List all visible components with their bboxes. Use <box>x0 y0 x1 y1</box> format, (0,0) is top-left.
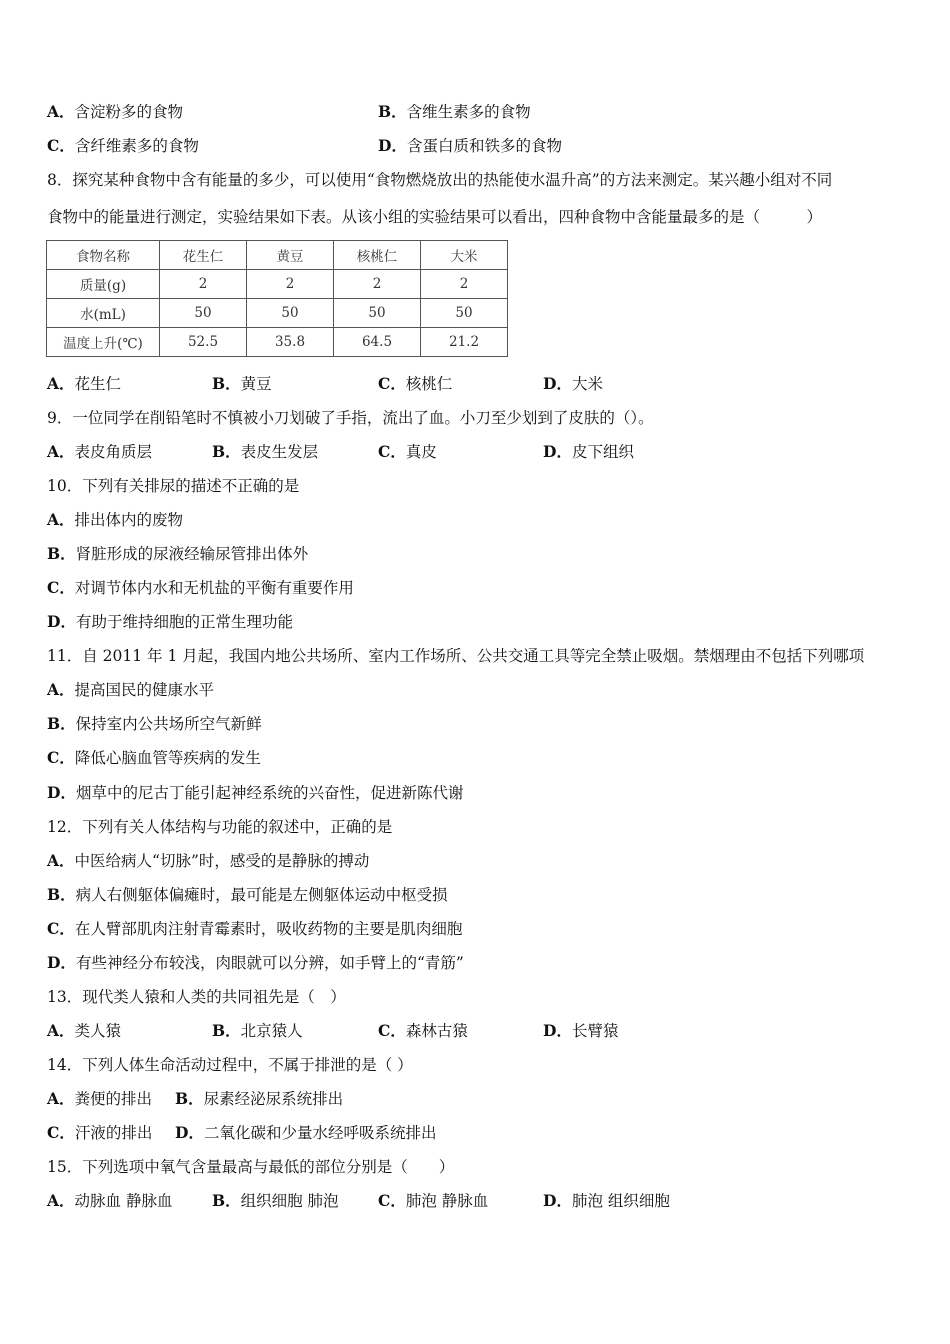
q10-option-d <box>47 612 293 632</box>
q14-option-b <box>175 1089 343 1109</box>
q14-options-row-2 <box>47 1123 927 1143</box>
option-text: 保持室内公共场所空气新鲜 <box>75 715 262 733</box>
option-text: 含纤维素多的食物 <box>74 137 199 155</box>
option-text: 汗液的排出 <box>74 1124 153 1142</box>
table-row <box>47 299 508 328</box>
option-text: 长臂猿 <box>571 1022 619 1040</box>
table-cell: 50 <box>334 299 421 328</box>
q11-option-c <box>47 748 261 768</box>
table-header-cell: 食物名称 <box>47 241 160 270</box>
table-cell: 50 <box>247 299 334 328</box>
table-cell: 水(mL) <box>47 299 160 328</box>
option-text: 二氧化碳和少量水经呼吸系统排出 <box>203 1124 437 1142</box>
option-text: 大米 <box>571 375 603 393</box>
q14-options-row-1 <box>47 1089 927 1109</box>
table-cell: 质量(g) <box>47 270 160 299</box>
option-text: 北京猿人 <box>240 1022 303 1040</box>
q11-stem: 11．自 2011 年 1 月起，我国内地公共场所、室内工作场所、公共交通工具等完全禁止吸烟。禁烟理由不包括下列哪项 <box>47 647 865 665</box>
option-letter: D． <box>175 1123 204 1142</box>
option-letter: A． <box>47 510 75 529</box>
q14-stem: 14．下列人体生命活动过程中，不属于排泄的是（ ） <box>47 1056 413 1074</box>
table-header-cell: 花生仁 <box>160 241 247 270</box>
q9-stem: 9．一位同学在削铅笔时不慎被小刀划破了手指，流出了血。小刀至少划到了皮肤的（）。 <box>47 409 654 427</box>
option-text: 组织细胞 肺泡 <box>240 1192 339 1210</box>
option-letter: B． <box>212 1021 241 1040</box>
q7-option-b <box>378 102 531 122</box>
option-letter: A． <box>47 851 75 870</box>
q8-data-table <box>46 240 508 357</box>
table-cell: 35.8 <box>247 328 334 357</box>
table-cell: 2 <box>160 270 247 299</box>
option-text: 提高国民的健康水平 <box>74 681 215 699</box>
q8-option-a <box>47 374 121 394</box>
option-text: 有些神经分布较浅，肉眼就可以分辨，如手臂上的“青筋” <box>75 954 464 972</box>
q12-option-d <box>47 953 464 973</box>
q14-option-a <box>47 1089 152 1109</box>
option-text: 皮下组织 <box>571 443 634 461</box>
q14-option-c <box>47 1123 152 1143</box>
option-letter: D． <box>543 1191 572 1210</box>
option-letter: B． <box>47 544 76 563</box>
q13-options <box>47 1021 927 1041</box>
q9-option-d <box>543 442 634 462</box>
table-header-cell: 大米 <box>421 241 508 270</box>
option-letter: B． <box>212 374 241 393</box>
option-letter: D． <box>47 783 76 802</box>
q13-stem: 13．现代类人猿和人类的共同祖先是（ ） <box>47 988 346 1006</box>
option-text: 肺泡 组织细胞 <box>571 1192 670 1210</box>
option-letter: C． <box>47 136 75 155</box>
q10-option-b <box>47 544 308 564</box>
option-text: 类人猿 <box>74 1022 122 1040</box>
q13-option-c <box>378 1021 468 1041</box>
q9-options <box>47 442 927 462</box>
option-letter: C． <box>47 748 75 767</box>
q8-option-b <box>212 374 272 394</box>
option-letter: D． <box>543 374 572 393</box>
table-cell: 21.2 <box>421 328 508 357</box>
table-row <box>47 328 508 357</box>
option-letter: A． <box>47 1191 75 1210</box>
table-cell: 64.5 <box>334 328 421 357</box>
option-text: 肺泡 静脉血 <box>405 1192 489 1210</box>
option-text: 含维生素多的食物 <box>406 103 531 121</box>
option-text: 病人右侧躯体偏瘫时，最可能是左侧躯体运动中枢受损 <box>75 886 448 904</box>
q7-options-row-2 <box>47 136 927 156</box>
q10-stem: 10．下列有关排尿的描述不正确的是 <box>47 477 300 495</box>
option-text: 有助于维持细胞的正常生理功能 <box>75 613 293 631</box>
option-letter: B． <box>175 1089 204 1108</box>
option-text: 森林古猿 <box>405 1022 468 1040</box>
option-text: 烟草中的尼古丁能引起神经系统的兴奋性，促进新陈代谢 <box>75 784 464 802</box>
table-cell: 50 <box>421 299 508 328</box>
q15-option-d <box>543 1191 670 1211</box>
option-letter: C． <box>378 1191 406 1210</box>
option-text: 含蛋白质和铁多的食物 <box>406 137 562 155</box>
q7-options-row-1 <box>47 102 927 122</box>
q15-option-a <box>47 1191 172 1211</box>
q8-stem-line-2: 食物中的能量进行测定，实验结果如下表。从该小组的实验结果可以看出，四种食物中含能量最多的是（ ） <box>47 208 823 226</box>
q7-option-a <box>47 102 183 122</box>
option-text: 真皮 <box>405 443 437 461</box>
option-letter: C． <box>378 1021 406 1040</box>
table-header-cell: 核桃仁 <box>334 241 421 270</box>
option-letter: C． <box>47 578 75 597</box>
q15-options <box>47 1191 927 1211</box>
q11-option-a <box>47 680 214 700</box>
option-text: 黄豆 <box>240 375 272 393</box>
q15-stem: 15．下列选项中氧气含量最高与最低的部位分别是（ ） <box>47 1158 455 1176</box>
option-letter: B． <box>378 102 407 121</box>
q8-option-c <box>378 374 452 394</box>
table-cell: 温度上升(℃) <box>47 328 160 357</box>
option-text: 动脉血 静脉血 <box>74 1192 173 1210</box>
q10-option-a <box>47 510 183 530</box>
option-text: 含淀粉多的食物 <box>74 103 184 121</box>
option-letter: D． <box>378 136 407 155</box>
q9-option-a <box>47 442 152 462</box>
option-letter: B． <box>47 885 76 904</box>
q12-option-c <box>47 919 462 939</box>
option-letter: C． <box>47 1123 75 1142</box>
option-letter: C． <box>378 374 406 393</box>
option-letter: D． <box>543 1021 572 1040</box>
q14-option-d <box>175 1123 436 1143</box>
option-text: 对调节体内水和无机盐的平衡有重要作用 <box>74 579 354 597</box>
option-letter: A． <box>47 1021 75 1040</box>
option-letter: D． <box>47 612 76 631</box>
option-letter: D． <box>543 442 572 461</box>
option-letter: B． <box>212 442 241 461</box>
q12-option-a <box>47 851 369 871</box>
option-letter: A． <box>47 1089 75 1108</box>
option-text: 表皮角质层 <box>74 443 153 461</box>
q8-options <box>47 374 927 394</box>
option-letter: C． <box>47 919 75 938</box>
option-text: 中医给病人“切脉”时，感受的是静脉的搏动 <box>74 852 370 870</box>
q11-option-b <box>47 714 262 734</box>
q8-stem-line-1: 8．探究某种食物中含有能量的多少，可以使用“食物燃烧放出的热能使水温升高”的方法来测定。某兴趣小组对不同 <box>47 171 833 189</box>
option-text: 在人臂部肌肉注射青霉素时，吸收药物的主要是肌肉细胞 <box>74 920 463 938</box>
option-text: 表皮生发层 <box>240 443 319 461</box>
option-text: 尿素经泌尿系统排出 <box>203 1090 344 1108</box>
q7-option-d <box>378 136 562 156</box>
option-letter: A． <box>47 680 75 699</box>
table-cell: 50 <box>160 299 247 328</box>
option-text: 排出体内的废物 <box>74 511 184 529</box>
table-cell: 2 <box>334 270 421 299</box>
option-letter: C． <box>378 442 406 461</box>
table-header-row <box>47 241 508 270</box>
table-cell: 2 <box>247 270 334 299</box>
option-letter: D． <box>47 953 76 972</box>
table-row <box>47 270 508 299</box>
option-text: 降低心脑血管等疾病的发生 <box>74 749 261 767</box>
option-letter: A． <box>47 102 75 121</box>
q7-option-c <box>47 136 199 156</box>
q12-stem: 12．下列有关人体结构与功能的叙述中，正确的是 <box>47 818 393 836</box>
q8-option-d <box>543 374 603 394</box>
option-text: 肾脏形成的尿液经输尿管排出体外 <box>75 545 309 563</box>
table-cell: 52.5 <box>160 328 247 357</box>
option-letter: B． <box>212 1191 241 1210</box>
option-text: 花生仁 <box>74 375 122 393</box>
q15-option-b <box>212 1191 339 1211</box>
q15-option-c <box>378 1191 488 1211</box>
q9-option-b <box>212 442 318 462</box>
q13-option-b <box>212 1021 303 1041</box>
q12-option-b <box>47 885 448 905</box>
option-text: 核桃仁 <box>405 375 453 393</box>
q13-option-d <box>543 1021 618 1041</box>
q13-option-a <box>47 1021 121 1041</box>
option-text: 粪便的排出 <box>74 1090 153 1108</box>
option-letter: A． <box>47 442 75 461</box>
q9-option-c <box>378 442 437 462</box>
option-letter: A． <box>47 374 75 393</box>
table-cell: 2 <box>421 270 508 299</box>
option-letter: B． <box>47 714 76 733</box>
q11-option-d <box>47 783 463 803</box>
q10-option-c <box>47 578 354 598</box>
table-header-cell: 黄豆 <box>247 241 334 270</box>
